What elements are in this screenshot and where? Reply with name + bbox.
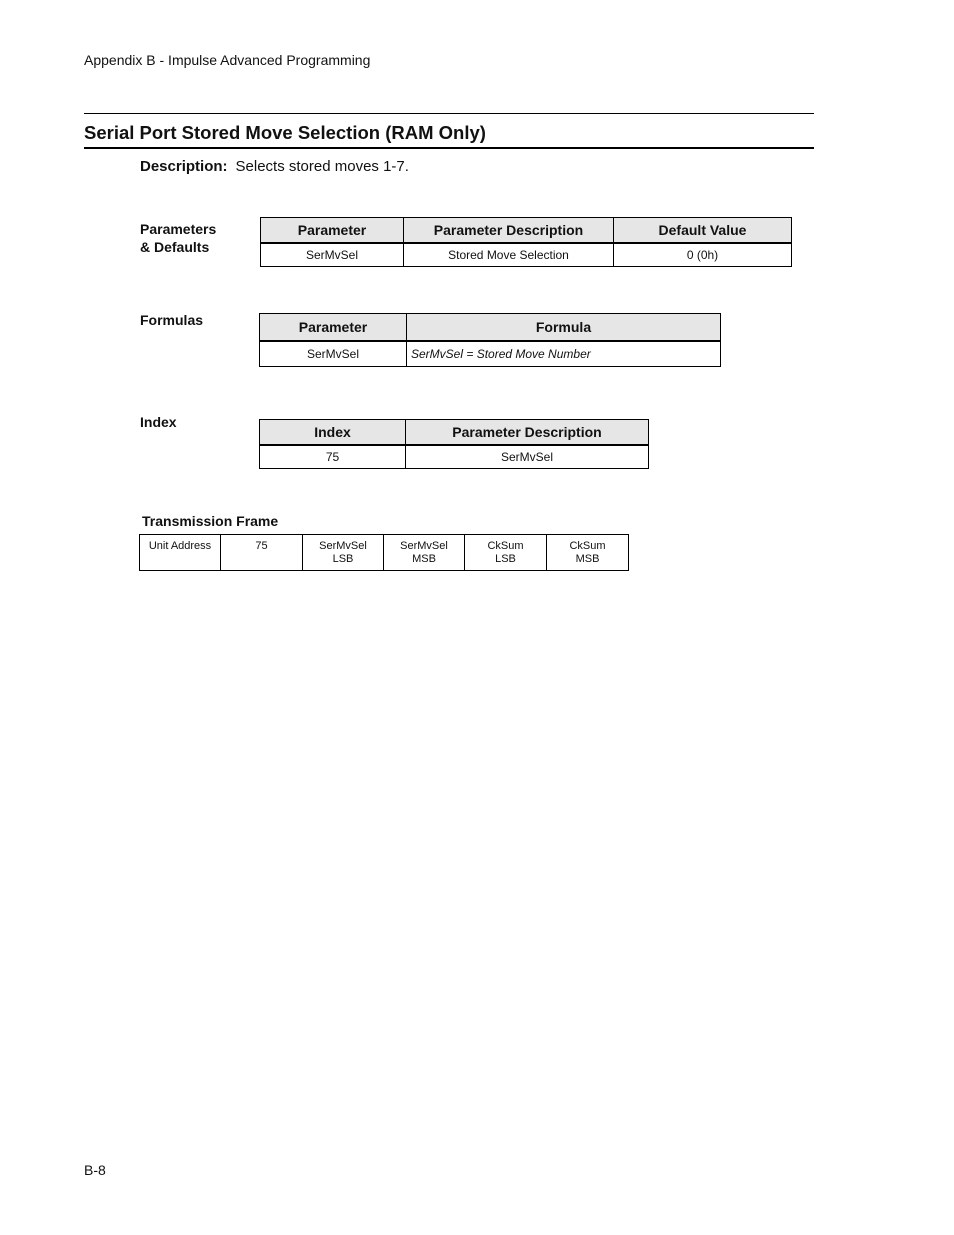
table-row bbox=[260, 445, 649, 469]
transmission-frame-table bbox=[139, 534, 629, 571]
title-rule bbox=[84, 147, 814, 149]
params-defaults-table bbox=[260, 217, 792, 267]
frame-cell-line2: MSB bbox=[412, 553, 436, 565]
formulas-label: Formulas bbox=[140, 312, 204, 328]
frame-cell-cksum-msb bbox=[547, 535, 629, 571]
frame-cell-line1: 75 bbox=[255, 540, 268, 552]
index-header-index: Index bbox=[260, 420, 406, 445]
frame-cell-line2: MSB bbox=[575, 553, 600, 565]
params-cell-parameter: SerMvSel bbox=[261, 243, 404, 267]
frame-cell-cksum-lsb bbox=[465, 535, 547, 571]
running-header: Appendix B - Impulse Advanced Programming bbox=[84, 52, 371, 68]
formulas-header-parameter: Parameter bbox=[260, 314, 407, 341]
description bbox=[140, 158, 409, 175]
transmission-frame-label: Transmission Frame bbox=[142, 513, 279, 529]
index-header-description: Parameter Description bbox=[406, 420, 649, 445]
frame-cell-data-msb bbox=[384, 535, 465, 571]
description-label: Description: bbox=[140, 158, 228, 175]
table-row bbox=[140, 535, 629, 571]
params-label-line2: & Defaults bbox=[140, 239, 210, 255]
frame-cell-line2: LSB bbox=[332, 553, 354, 565]
formulas-cell-parameter: SerMvSel bbox=[260, 341, 407, 367]
params-cell-description: Stored Move Selection bbox=[404, 243, 614, 267]
index-cell-index: 75 bbox=[260, 445, 406, 469]
frame-cell-line1: Unit Address bbox=[148, 540, 212, 552]
frame-cell-line1: SerMvSel bbox=[319, 540, 367, 552]
table-row bbox=[261, 243, 792, 267]
frame-cell-line1: CkSum bbox=[569, 540, 606, 552]
formulas-header-formula: Formula bbox=[407, 314, 721, 341]
page-number: B-8 bbox=[84, 1162, 106, 1178]
frame-cell-line2: LSB bbox=[495, 553, 516, 565]
index-label: Index bbox=[140, 414, 177, 430]
formulas-cell-formula: SerMvSel = Stored Move Number bbox=[407, 341, 721, 367]
frame-cell-unit-address bbox=[140, 535, 221, 571]
description-text: Selects stored moves 1-7. bbox=[235, 158, 409, 175]
frame-cell-data-lsb bbox=[303, 535, 384, 571]
section-title: Serial Port Stored Move Selection (RAM Only) bbox=[84, 122, 486, 143]
params-header-default: Default Value bbox=[614, 218, 792, 243]
frame-cell-index bbox=[221, 535, 303, 571]
header-rule bbox=[84, 113, 814, 114]
params-header-description: Parameter Description bbox=[404, 218, 614, 243]
index-cell-description: SerMvSel bbox=[406, 445, 649, 469]
frame-cell-line1: SerMvSel bbox=[400, 540, 448, 552]
frame-cell-line1: CkSum bbox=[487, 540, 524, 552]
table-row bbox=[260, 341, 721, 367]
params-defaults-label bbox=[140, 220, 216, 256]
params-header-parameter: Parameter bbox=[261, 218, 404, 243]
index-table bbox=[259, 419, 649, 469]
params-cell-default: 0 (0h) bbox=[614, 243, 792, 267]
formulas-table bbox=[259, 313, 721, 367]
params-label-line1: Parameters bbox=[140, 221, 217, 237]
